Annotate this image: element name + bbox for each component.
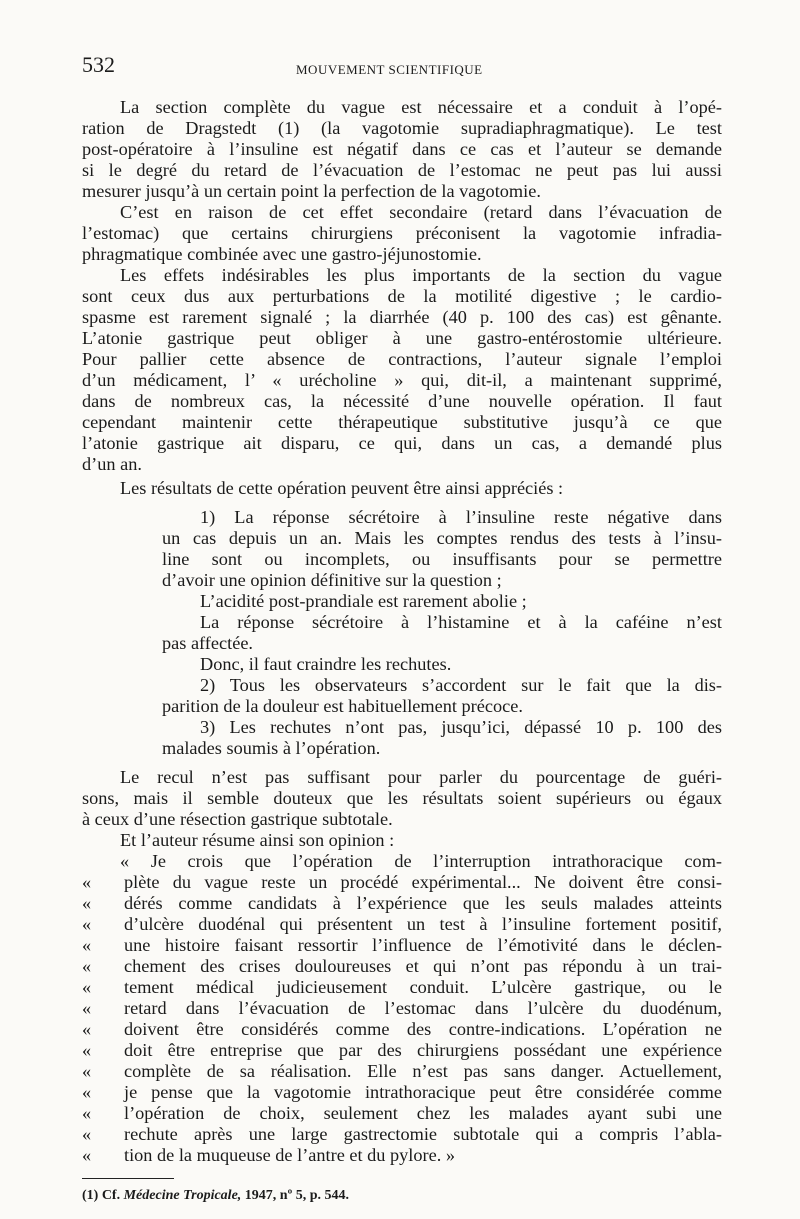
- quote-mark: «: [82, 914, 92, 934]
- text-line: sont ceux dus aux perturbations de la motilité digestive ; le cardio-: [82, 286, 722, 306]
- text-line: La section complète du vague est nécessaire et a conduit à l’opé-: [120, 97, 722, 117]
- footnote-rule: [82, 1178, 174, 1179]
- quote-line: [82, 977, 722, 998]
- running-title: MOUVEMENT SCIENTIFIQUE: [296, 62, 483, 77]
- quote-text: tion de la muqueuse de l’antre et du pylore. »: [124, 1145, 455, 1165]
- quote-line: [82, 956, 722, 977]
- text-line: Pour pallier cette absence de contractions, l’auteur signale l’emploi: [82, 349, 722, 369]
- list-line: un cas depuis un an. Mais les comptes rendus des tests à l’insu-: [162, 528, 722, 548]
- list-line: La réponse sécrétoire à l’histamine et à la caféine n’est: [200, 612, 722, 632]
- quote-text: je pense que la vagotomie intrathoracique peut être considérée comme: [124, 1082, 722, 1102]
- quote-mark: «: [82, 872, 92, 892]
- quote-mark: «: [82, 1103, 92, 1123]
- text-line: d’un an.: [82, 454, 142, 474]
- quote-line: [82, 1082, 722, 1103]
- text-line: C’est en raison de cet effet secondaire (retard dans l’évacuation de: [120, 202, 722, 222]
- quote-text: complète de sa réalisation. Elle n’est pas sans danger. Actuellement,: [124, 1061, 722, 1081]
- list-line: line sont ou incomplets, ou insuffisants pour se permettre: [162, 549, 722, 569]
- text-line: Les effets indésirables les plus importants de la section du vague: [120, 265, 722, 285]
- quote-line: [82, 1145, 722, 1166]
- quote-text: plète du vague reste un procédé expérimental... Ne doivent être consi-: [124, 872, 722, 892]
- text-line: d’un médicament, l’ « urécholine » qui, dit-il, a maintenant supprimé,: [82, 370, 722, 390]
- quote-line: [82, 935, 722, 956]
- list-line: Donc, il faut craindre les rechutes.: [200, 654, 452, 674]
- quote-line: [82, 1061, 722, 1082]
- text-line: Les résultats de cette opération peuvent être ainsi appréciés :: [120, 478, 564, 498]
- quote-line: [82, 1019, 722, 1040]
- text-line: si le degré du retard de l’évacuation de l’estomac ne peut pas lui aussi: [82, 160, 722, 180]
- quote-line: [82, 872, 722, 893]
- quote-line: [82, 1124, 722, 1145]
- quote-mark: «: [82, 893, 92, 913]
- text-line: à ceux d’une résection gastrique subtotale.: [82, 809, 393, 829]
- quote-text: dérés comme candidats à l’expérience que les seuls malades atteints: [124, 893, 722, 913]
- quote-text: retard dans l’évacuation de l’estomac dans l’ulcère du duodénum,: [124, 998, 722, 1018]
- quote-line: [82, 998, 722, 1019]
- text-line: L’atonie gastrique peut obliger à une gastro-entérostomie ultérieure.: [82, 328, 722, 348]
- quote-line: [82, 1040, 722, 1061]
- list-line: 3) Les rechutes n’ont pas, jusqu’ici, dépassé 10 p. 100 des: [200, 717, 722, 737]
- list-line: 2) Tous les observateurs s’accordent sur le fait que la dis-: [200, 675, 722, 695]
- text-line: sons, mais il semble douteux que les résultats soient supérieurs ou égaux: [82, 788, 722, 808]
- list-line: 1) La réponse sécrétoire à l’insuline reste négative dans: [200, 507, 722, 527]
- quote-mark: «: [82, 1145, 92, 1165]
- text-line: spasme est rarement signalé ; la diarrhée (40 p. 100 des cas) est gênante.: [82, 307, 722, 327]
- quote-mark: «: [82, 935, 92, 955]
- text-line: l’atonie gastrique ait disparu, ce qui, dans un cas, a demandé plus: [82, 433, 722, 453]
- quote-mark: «: [82, 1082, 92, 1102]
- text-line: Et l’auteur résume ainsi son opinion :: [120, 830, 395, 850]
- quote-mark: «: [82, 1019, 92, 1039]
- quote-text: doivent être considérés comme des contre-indications. L’opération ne: [124, 1019, 722, 1039]
- quote-text: chement des crises douloureuses et qui n’ont pas répondu à un trai-: [124, 956, 722, 976]
- quote-text: tement médical judicieusement conduit. L’ulcère gastrique, ou le: [124, 977, 722, 997]
- footnote: [82, 1188, 349, 1204]
- text-line: phragmatique combinée avec une gastro-jéjunostomie.: [82, 244, 482, 264]
- text-line: l’estomac) que certains chirurgiens préconisent la vagotomie infradia-: [82, 223, 722, 243]
- list-line: pas affectée.: [162, 633, 254, 653]
- text-line: ration de Dragstedt (1) (la vagotomie supradiaphragmatique). Le test: [82, 118, 722, 138]
- text-line: mesurer jusqu’à un certain point la perfection de la vagotomie.: [82, 181, 541, 201]
- text-line: Le recul n’est pas suffisant pour parler du pourcentage de guéri-: [120, 767, 722, 787]
- quote-text: d’ulcère duodénal qui présentent un test à l’insuline fortement positif,: [124, 914, 722, 934]
- quote-line: [82, 1103, 722, 1124]
- quote-line: [82, 914, 722, 935]
- list-line: d’avoir une opinion définitive sur la question ;: [162, 570, 502, 590]
- quote-mark: «: [82, 998, 92, 1018]
- footnote-journal: Médecine Tropicale,: [123, 1188, 242, 1203]
- quote-line: [82, 893, 722, 914]
- quote-text: une histoire faisant ressortir l’influence de l’émotivité dans le déclen-: [124, 935, 722, 955]
- list-line: malades soumis à l’opération.: [162, 738, 381, 758]
- quote-mark: «: [82, 1061, 92, 1081]
- quote-text: doit être entreprise que par des chirurgiens possédant une expérience: [124, 1040, 722, 1060]
- quote-mark: «: [82, 1040, 92, 1060]
- quote-mark: «: [82, 977, 92, 997]
- text-line: cependant maintenir cette thérapeutique substitutive jusqu’à ce que: [82, 412, 722, 432]
- quote-line: « Je crois que l’opération de l’interruption intrathoracique com-: [120, 851, 722, 871]
- quote-text: rechute après une large gastrectomie subtotale qui a compris l’abla-: [124, 1124, 722, 1144]
- quote-text: l’opération de choix, seulement chez les malades ayant subi une: [124, 1103, 722, 1123]
- list-line: L’acidité post-prandiale est rarement abolie ;: [200, 591, 527, 611]
- footnote-ref: (1) Cf.: [82, 1188, 121, 1203]
- footnote-details: 1947, nº 5, p. 544.: [244, 1188, 349, 1203]
- quote-mark: «: [82, 956, 92, 976]
- text-line: dans de nombreux cas, la nécessité d’une nouvelle opération. Il faut: [82, 391, 722, 411]
- list-line: parition de la douleur est habituellement précoce.: [162, 696, 523, 716]
- quote-mark: «: [82, 1124, 92, 1144]
- text-line: post-opératoire à l’insuline est négatif dans ce cas et l’auteur se demande: [82, 139, 722, 159]
- page-number: 532: [82, 52, 115, 77]
